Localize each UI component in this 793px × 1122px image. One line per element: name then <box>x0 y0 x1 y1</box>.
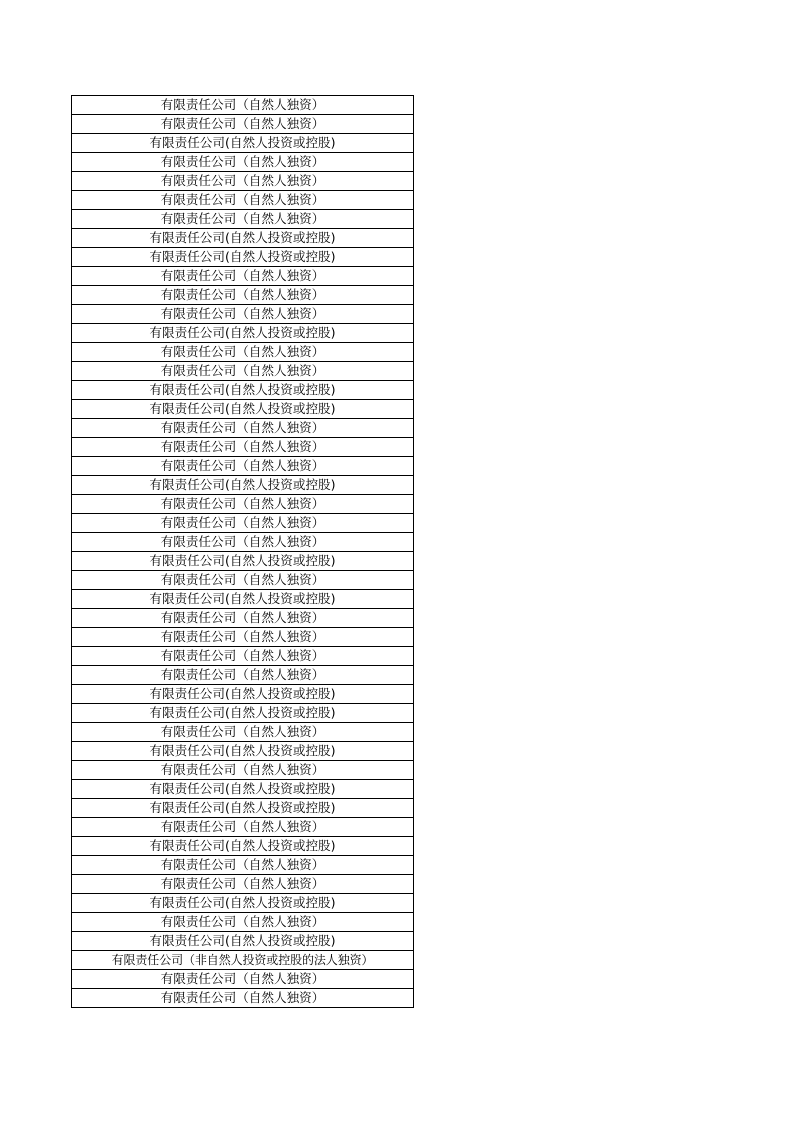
table-row <box>72 609 414 628</box>
company-type-cell[interactable]: 有限责任公司（自然人独资） <box>72 96 414 115</box>
company-type-cell[interactable]: 有限责任公司（自然人独资） <box>72 267 414 286</box>
company-type-cell[interactable]: 有限责任公司（自然人独资） <box>72 457 414 476</box>
company-type-cell[interactable]: 有限责任公司（自然人独资） <box>72 571 414 590</box>
company-type-cell[interactable]: 有限责任公司（自然人独资） <box>72 818 414 837</box>
table-row <box>72 780 414 799</box>
company-type-table <box>71 95 414 1008</box>
company-type-cell[interactable]: 有限责任公司（自然人独资） <box>72 419 414 438</box>
company-type-cell[interactable]: 有限责任公司(自然人投资或控股) <box>72 400 414 419</box>
table-row <box>72 210 414 229</box>
table-row <box>72 286 414 305</box>
company-type-cell[interactable]: 有限责任公司(自然人投资或控股) <box>72 742 414 761</box>
company-type-cell[interactable]: 有限责任公司(自然人投资或控股) <box>72 685 414 704</box>
table-row <box>72 552 414 571</box>
company-type-cell[interactable]: 有限责任公司（自然人独资） <box>72 305 414 324</box>
company-type-cell[interactable]: 有限责任公司（自然人独资） <box>72 191 414 210</box>
table-row <box>72 400 414 419</box>
table-row <box>72 96 414 115</box>
company-type-cell[interactable]: 有限责任公司(自然人投资或控股) <box>72 837 414 856</box>
table-row <box>72 913 414 932</box>
company-type-cell[interactable]: 有限责任公司(自然人投资或控股) <box>72 552 414 571</box>
table-row <box>72 685 414 704</box>
company-type-cell[interactable]: 有限责任公司（自然人独资） <box>72 210 414 229</box>
table-row <box>72 381 414 400</box>
table-row <box>72 514 414 533</box>
company-type-cell[interactable]: 有限责任公司(自然人投资或控股) <box>72 780 414 799</box>
table-row <box>72 267 414 286</box>
table-row <box>72 761 414 780</box>
company-type-cell[interactable]: 有限责任公司（自然人独资） <box>72 495 414 514</box>
company-type-cell[interactable]: 有限责任公司(自然人投资或控股) <box>72 799 414 818</box>
table-row <box>72 723 414 742</box>
company-type-cell[interactable]: 有限责任公司（自然人独资） <box>72 609 414 628</box>
company-type-cell[interactable]: 有限责任公司(自然人投资或控股) <box>72 590 414 609</box>
table-row <box>72 134 414 153</box>
table-row <box>72 704 414 723</box>
table-row <box>72 324 414 343</box>
table-row <box>72 172 414 191</box>
table-row <box>72 989 414 1008</box>
company-type-cell[interactable]: 有限责任公司(自然人投资或控股) <box>72 229 414 248</box>
company-type-cell[interactable]: 有限责任公司（自然人独资） <box>72 666 414 685</box>
company-type-cell[interactable]: 有限责任公司(自然人投资或控股) <box>72 894 414 913</box>
table-row <box>72 818 414 837</box>
table-row <box>72 856 414 875</box>
table-body <box>72 96 414 1008</box>
company-type-cell[interactable]: 有限责任公司（自然人独资） <box>72 647 414 666</box>
company-type-cell[interactable]: 有限责任公司(自然人投资或控股) <box>72 324 414 343</box>
company-type-cell[interactable]: 有限责任公司(自然人投资或控股) <box>72 932 414 951</box>
table-row <box>72 305 414 324</box>
company-type-cell[interactable]: 有限责任公司（自然人独资） <box>72 115 414 134</box>
table-row <box>72 248 414 267</box>
company-type-cell[interactable]: 有限责任公司（自然人独资） <box>72 172 414 191</box>
company-type-cell[interactable]: 有限责任公司（自然人独资） <box>72 362 414 381</box>
company-type-cell[interactable]: 有限责任公司（自然人独资） <box>72 761 414 780</box>
table-row <box>72 457 414 476</box>
company-type-cell[interactable]: 有限责任公司（自然人独资） <box>72 438 414 457</box>
company-type-cell[interactable]: 有限责任公司(自然人投资或控股) <box>72 134 414 153</box>
table-row <box>72 799 414 818</box>
table-row <box>72 438 414 457</box>
company-type-cell[interactable]: 有限责任公司（自然人独资） <box>72 343 414 362</box>
table-row <box>72 419 414 438</box>
table-row <box>72 970 414 989</box>
table-row <box>72 495 414 514</box>
company-type-cell[interactable]: 有限责任公司（自然人独资） <box>72 628 414 647</box>
table-row <box>72 628 414 647</box>
company-type-cell[interactable]: 有限责任公司（自然人独资） <box>72 723 414 742</box>
table-row <box>72 153 414 172</box>
company-type-cell[interactable]: 有限责任公司(自然人投资或控股) <box>72 704 414 723</box>
company-type-cell[interactable]: 有限责任公司（非自然人投资或控股的法人独资） <box>72 951 414 970</box>
table-row <box>72 476 414 495</box>
company-type-cell[interactable]: 有限责任公司(自然人投资或控股) <box>72 248 414 267</box>
company-type-cell[interactable]: 有限责任公司（自然人独资） <box>72 153 414 172</box>
company-type-cell[interactable]: 有限责任公司(自然人投资或控股) <box>72 381 414 400</box>
table-row <box>72 742 414 761</box>
table-row <box>72 666 414 685</box>
table-row <box>72 951 414 970</box>
table-row <box>72 932 414 951</box>
company-type-cell[interactable]: 有限责任公司（自然人独资） <box>72 286 414 305</box>
table-row <box>72 533 414 552</box>
table-row <box>72 362 414 381</box>
table-row <box>72 571 414 590</box>
company-type-cell[interactable]: 有限责任公司（自然人独资） <box>72 856 414 875</box>
table-row <box>72 115 414 134</box>
company-type-cell[interactable]: 有限责任公司（自然人独资） <box>72 970 414 989</box>
company-type-cell[interactable]: 有限责任公司（自然人独资） <box>72 533 414 552</box>
table-row <box>72 191 414 210</box>
table-row <box>72 229 414 248</box>
company-type-cell[interactable]: 有限责任公司（自然人独资） <box>72 875 414 894</box>
table-row <box>72 647 414 666</box>
table-row <box>72 875 414 894</box>
table-row <box>72 590 414 609</box>
table-row <box>72 343 414 362</box>
table-row <box>72 894 414 913</box>
company-type-cell[interactable]: 有限责任公司（自然人独资） <box>72 989 414 1008</box>
company-type-cell[interactable]: 有限责任公司(自然人投资或控股) <box>72 476 414 495</box>
company-type-cell[interactable]: 有限责任公司（自然人独资） <box>72 514 414 533</box>
company-type-cell[interactable]: 有限责任公司（自然人独资） <box>72 913 414 932</box>
table-row <box>72 837 414 856</box>
spreadsheet-page <box>71 95 414 1008</box>
